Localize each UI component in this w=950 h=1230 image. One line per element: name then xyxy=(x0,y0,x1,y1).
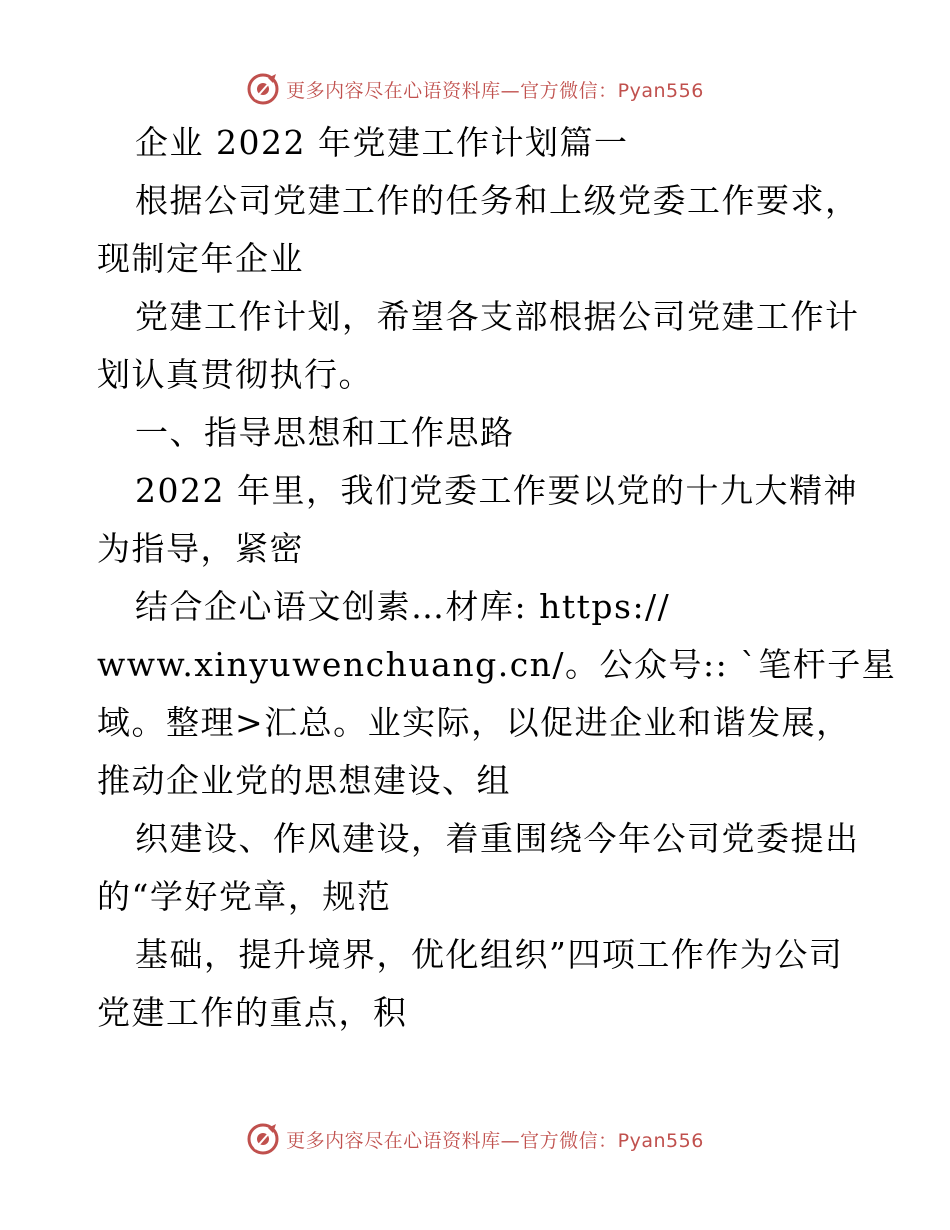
text-line: 域。整理>汇总。业实际，以促进企业和谐发展， xyxy=(97,703,851,742)
text-line: 推动企业党的思想建设、组 xyxy=(97,761,511,800)
brand-logo-icon xyxy=(246,72,280,106)
text-line: 根据公司党建工作的任务和上级党委工作要求， xyxy=(135,181,860,220)
banner-text: 更多内容尽在心语资料库—官方微信：Pyan556 xyxy=(286,79,704,102)
text-line: 现制定年企业 xyxy=(97,239,304,278)
header-banner xyxy=(0,72,950,106)
text-line: 划认真贯彻执行。 xyxy=(97,355,373,394)
text-line: 的“学好党章，规范 xyxy=(97,877,392,916)
text-line: 党建工作的重点，积 xyxy=(97,993,408,1032)
text-line: 为指导，紧密 xyxy=(97,529,304,568)
text-line: 织建设、作风建设，着重围绕今年公司党委提出 xyxy=(135,819,860,858)
text-line: 企业 2022 年党建工作计划篇一 xyxy=(135,123,629,162)
text-line: 基础，提升境界，优化组织”四项工作作为公司 xyxy=(135,935,844,974)
text-line: 2022 年里，我们党委工作要以党的十九大精神 xyxy=(135,471,858,510)
banner-text: 更多内容尽在心语资料库—官方微信：Pyan556 xyxy=(286,1129,704,1152)
footer-banner xyxy=(0,1122,950,1156)
brand-logo-icon xyxy=(246,1122,280,1156)
document-body xyxy=(97,123,897,1052)
text-line: 一、指导思想和工作思路 xyxy=(135,413,515,452)
text-line: 结合企心语文创素…材库: https:// xyxy=(135,587,671,626)
text-line: 党建工作计划，希望各支部根据公司党建工作计 xyxy=(135,297,860,336)
text-line: www.xinyuwenchuang.cn/。公众号:: `笔杆子星 xyxy=(97,645,897,684)
